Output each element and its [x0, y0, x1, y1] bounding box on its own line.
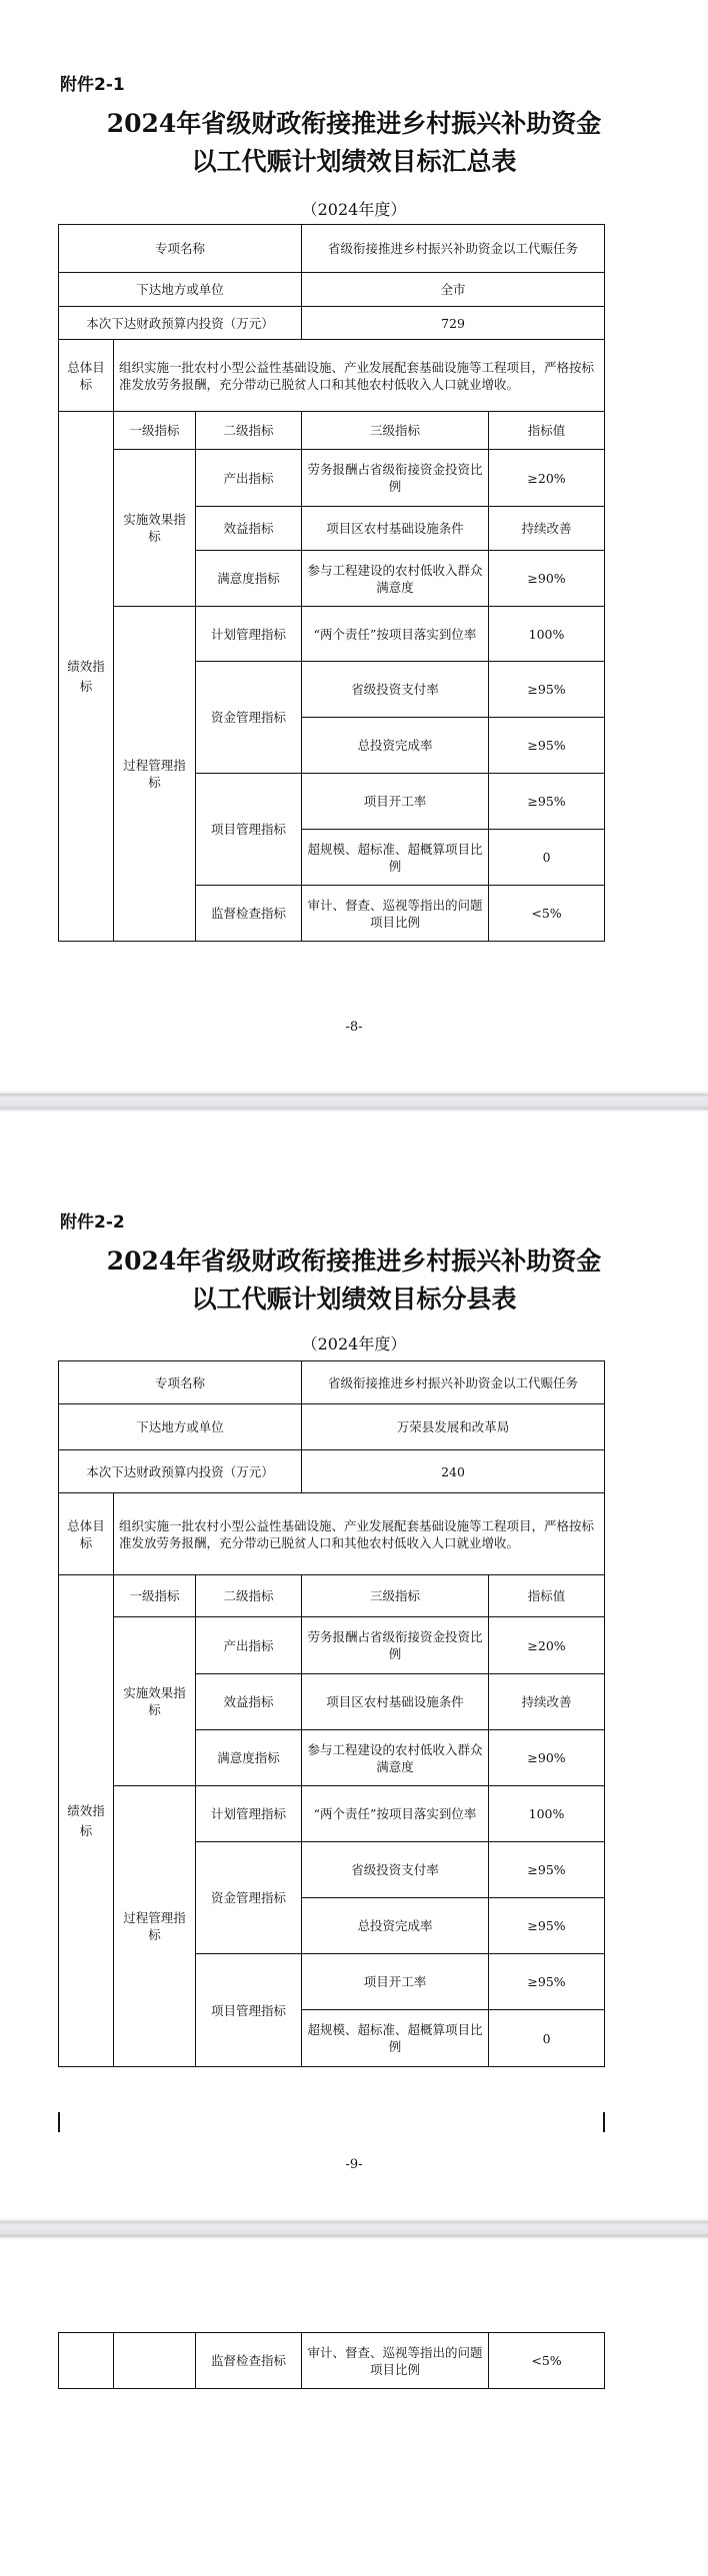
project-name-label: 专项名称 — [59, 1361, 302, 1404]
budget-value: 729 — [302, 307, 605, 340]
group-effect-label: 实施效果指标 — [114, 1617, 196, 1786]
page-1 — [0, 0, 708, 1090]
unit-label: 下达地方或单位 — [59, 273, 302, 307]
satisfaction-indicator-value: ≥90% — [489, 1730, 605, 1786]
performance-indicator-cell — [59, 2333, 114, 2389]
doc-title-line-2: 以工代赈计划绩效目标汇总表 — [191, 147, 517, 176]
supervision-indicator-value: <5% — [489, 2333, 605, 2389]
unit-value: 万荣县发展和改革局 — [302, 1404, 605, 1450]
supervision-indicator-item: 审计、督查、巡视等指出的问题项目比例 — [302, 886, 489, 942]
project-indicator-value-1: ≥95% — [489, 774, 605, 830]
header-level2: 二级指标 — [196, 412, 302, 450]
satisfaction-indicator-value: ≥90% — [489, 551, 605, 607]
project-indicator-value-1: ≥95% — [489, 1954, 605, 2010]
project-indicator-item-1: 项目开工率 — [302, 1954, 489, 2010]
page-separator — [0, 1090, 708, 1113]
project-indicator-item-2: 超规模、超标准、超概算项目比例 — [302, 830, 489, 886]
performance-indicator-label: 绩效指标 — [59, 1575, 114, 2067]
header-level1: 一级指标 — [114, 1575, 196, 1617]
output-indicator-value: ≥20% — [489, 1617, 605, 1674]
header-level1: 一级指标 — [114, 412, 196, 450]
benefit-indicator-value: 持续改善 — [489, 507, 605, 551]
unit-label: 下达地方或单位 — [59, 1404, 302, 1450]
header-level3: 三级指标 — [302, 412, 489, 450]
unit-value: 全市 — [302, 273, 605, 307]
group-process-label: 过程管理指标 — [114, 607, 196, 942]
overall-goal-label: 总体目标 — [59, 340, 114, 412]
header-value: 指标值 — [489, 1575, 605, 1617]
supervision-indicator-label: 监督检查指标 — [196, 2333, 302, 2389]
doc-title-line-1: 2024年省级财政衔接推进乡村振兴补助资金 — [106, 1247, 602, 1276]
budget-label: 本次下达财政预算内投资（万元） — [59, 1450, 302, 1493]
plan-indicator-item: “两个责任”按项目落实到位率 — [302, 1786, 489, 1842]
fund-indicator-value-1: ≥95% — [489, 1842, 605, 1898]
project-name-value: 省级衔接推进乡村振兴补助资金以工代赈任务 — [302, 225, 605, 273]
page-2 — [0, 1113, 708, 2217]
performance-indicator-label: 绩效指标 — [59, 412, 114, 942]
fund-indicator-item-1: 省级投资支付率 — [302, 1842, 489, 1898]
county-table — [58, 1360, 605, 2067]
doc-title-line-2: 以工代赈计划绩效目标分县表 — [191, 1285, 517, 1313]
summary-table — [58, 224, 605, 942]
fund-indicator-label: 资金管理指标 — [196, 1842, 302, 1954]
year-label: （2024年度） — [301, 200, 407, 219]
project-indicator-value-2: 0 — [489, 2010, 605, 2067]
fund-indicator-item-2: 总投资完成率 — [302, 1898, 489, 1954]
satisfaction-indicator-label: 满意度指标 — [196, 551, 302, 607]
county-table-continued — [58, 2332, 605, 2389]
table-continuation-line — [603, 2112, 605, 2132]
overall-goal-text: 组织实施一批农村小型公益性基础设施、产业发展配套基础设施等工程项目，严格按标准发放劳务报酬，充分带动已脱贫人口和其他农村低收入人口就业增收。 — [114, 1493, 605, 1575]
project-indicator-item-1: 项目开工率 — [302, 774, 489, 830]
supervision-indicator-label: 监督检查指标 — [196, 886, 302, 942]
overall-goal-label: 总体目标 — [59, 1493, 114, 1575]
project-name-value: 省级衔接推进乡村振兴补助资金以工代赈任务 — [302, 1361, 605, 1404]
annex-label: 附件2-1 — [60, 75, 125, 95]
page-separator — [0, 2217, 708, 2240]
benefit-indicator-value: 持续改善 — [489, 1674, 605, 1730]
project-name-label: 专项名称 — [59, 225, 302, 273]
output-indicator-label: 产出指标 — [196, 450, 302, 507]
header-level2: 二级指标 — [196, 1575, 302, 1617]
project-indicator-label: 项目管理指标 — [196, 1954, 302, 2067]
table-continuation-line — [58, 2112, 60, 2132]
header-level3: 三级指标 — [302, 1575, 489, 1617]
satisfaction-indicator-label: 满意度指标 — [196, 1730, 302, 1786]
fund-indicator-label: 资金管理指标 — [196, 662, 302, 774]
year-label: （2024年度） — [301, 1334, 407, 1353]
benefit-indicator-item: 项目区农村基础设施条件 — [302, 1674, 489, 1730]
fund-indicator-item-1: 省级投资支付率 — [302, 662, 489, 718]
group-process-cell — [114, 2333, 196, 2389]
overall-goal-text: 组织实施一批农村小型公益性基础设施、产业发展配套基础设施等工程项目，严格按标准发放劳务报酬，充分带动已脱贫人口和其他农村低收入人口就业增收。 — [114, 340, 605, 412]
fund-indicator-item-2: 总投资完成率 — [302, 718, 489, 774]
benefit-indicator-label: 效益指标 — [196, 507, 302, 551]
benefit-indicator-item: 项目区农村基础设施条件 — [302, 507, 489, 551]
page-3 — [0, 2239, 708, 2576]
fund-indicator-value-1: ≥95% — [489, 662, 605, 718]
page-number: -9- — [345, 2157, 363, 2172]
budget-value: 240 — [302, 1450, 605, 1493]
plan-indicator-label: 计划管理指标 — [196, 1786, 302, 1842]
benefit-indicator-label: 效益指标 — [196, 1674, 302, 1730]
doc-title-line-1: 2024年省级财政衔接推进乡村振兴补助资金 — [106, 109, 602, 138]
output-indicator-label: 产出指标 — [196, 1617, 302, 1674]
output-indicator-value: ≥20% — [489, 450, 605, 507]
fund-indicator-value-2: ≥95% — [489, 718, 605, 774]
annex-label: 附件2-2 — [60, 1213, 125, 1233]
group-process-label: 过程管理指标 — [114, 1786, 196, 2067]
plan-indicator-value: 100% — [489, 607, 605, 662]
plan-indicator-item: “两个责任”按项目落实到位率 — [302, 607, 489, 662]
project-indicator-label: 项目管理指标 — [196, 774, 302, 886]
project-indicator-value-2: 0 — [489, 830, 605, 886]
fund-indicator-value-2: ≥95% — [489, 1898, 605, 1954]
group-effect-label: 实施效果指标 — [114, 450, 196, 607]
satisfaction-indicator-item: 参与工程建设的农村低收入群众满意度 — [302, 1730, 489, 1786]
supervision-indicator-item: 审计、督查、巡视等指出的问题项目比例 — [302, 2333, 489, 2389]
page-number: -8- — [345, 1020, 363, 1035]
project-indicator-item-2: 超规模、超标准、超概算项目比例 — [302, 2010, 489, 2067]
satisfaction-indicator-item: 参与工程建设的农村低收入群众满意度 — [302, 551, 489, 607]
budget-label: 本次下达财政预算内投资（万元） — [59, 307, 302, 340]
plan-indicator-value: 100% — [489, 1786, 605, 1842]
header-value: 指标值 — [489, 412, 605, 450]
output-indicator-item: 劳务报酬占省级衔接资金投资比例 — [302, 450, 489, 507]
plan-indicator-label: 计划管理指标 — [196, 607, 302, 662]
output-indicator-item: 劳务报酬占省级衔接资金投资比例 — [302, 1617, 489, 1674]
supervision-indicator-value: <5% — [489, 886, 605, 942]
